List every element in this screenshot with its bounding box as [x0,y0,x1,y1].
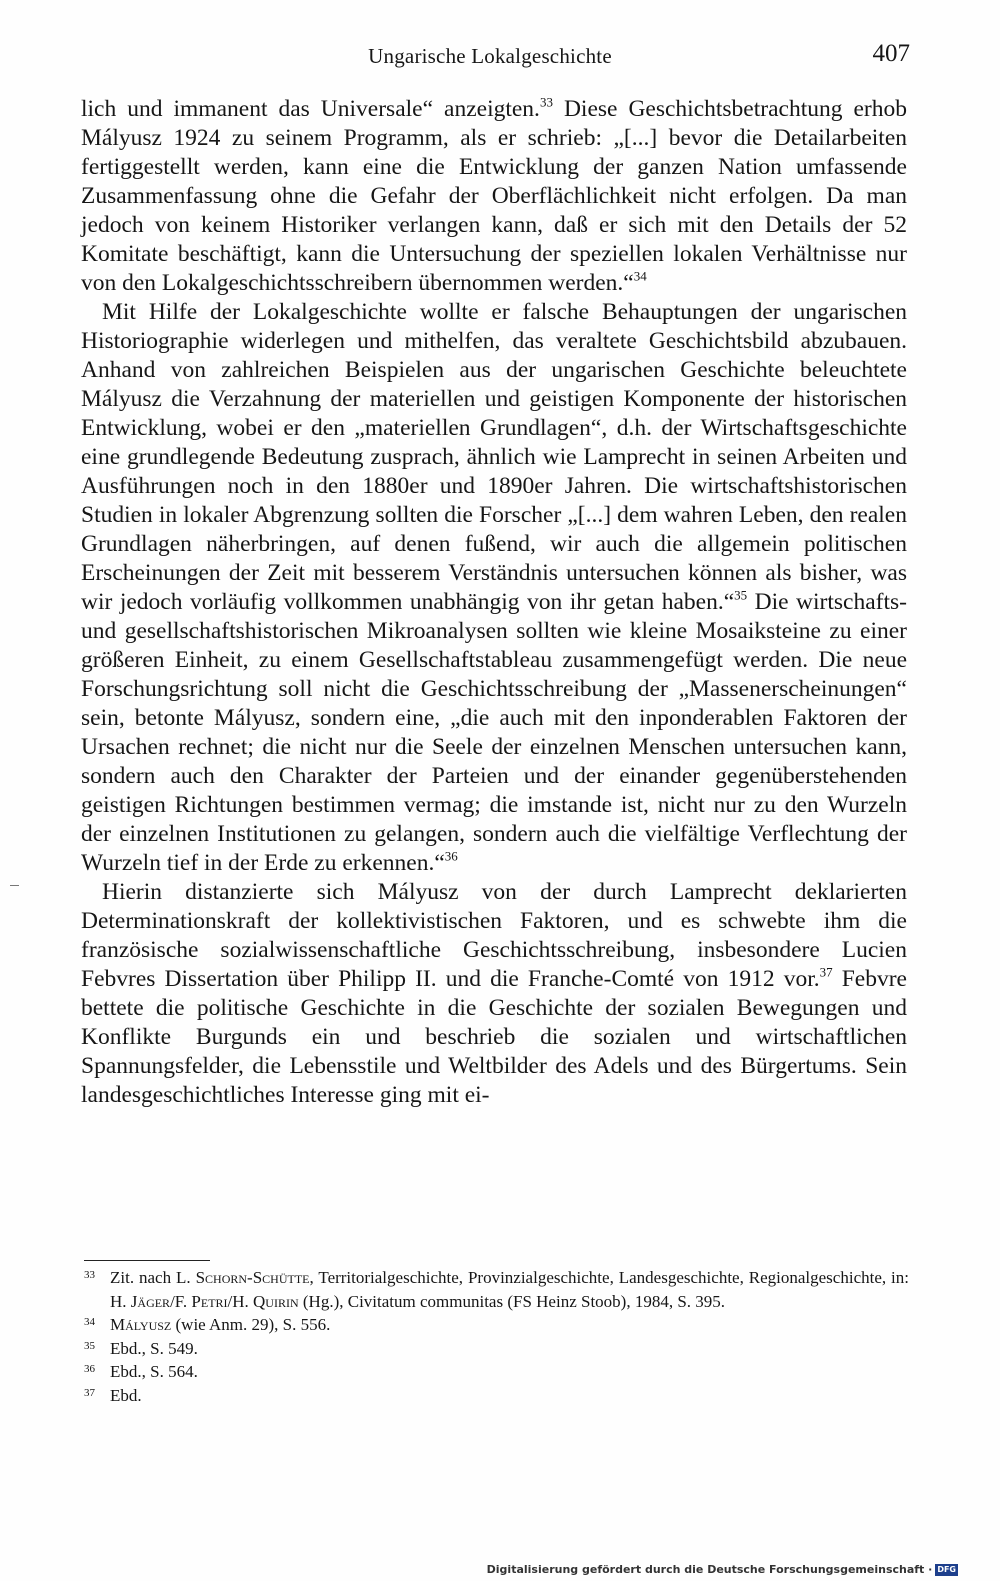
scan-mark [10,885,19,886]
paragraph-2 [81,298,907,878]
footnote-divider [84,1260,210,1261]
footnote-text: (Hg.), Civitatum communitas (FS Heinz Stoob), 1984, S. 395. [298,1291,726,1311]
footnote-33 [84,1266,909,1313]
footnote-text: Zit. nach L. [110,1268,196,1287]
footnote-text: /F. [170,1291,192,1311]
footnote-number: 33 [84,1269,95,1281]
footnote-34 [84,1313,909,1337]
paragraph-3-text: Febvre bettete die politische Geschichte in die Geschichte der sozialen Bewegungen und Konflikte Burgunds ein und beschrieb die sozialen und wirtschaftlichen Spannungsfelder, die Lebensstile und Weltbilder des Adels und des Bürgertums. Sein landesgeschichtliches Interesse ging mit ei- [81,966,907,1108]
footnote-ref-34: 34 [633,268,647,284]
footnotes [84,1266,909,1407]
paragraph-3 [81,878,907,1110]
paragraph-1-text: Diese Geschichtsbetrachtung erhob Mályusz 1924 zu seinem Programm, als er schrieb: „[...] bevor die Detailarbeiten fertiggestellt werden, kann eine die Entwicklung der ganzen Nation umfassende Zusammenfassung ohne die Gefahr der Oberflächlichkeit nicht erfolgen. Da man jedoch von keinem Historiker verlangen kann, daß er sich mit den Details der 52 Komitate beschäftigt, kann die Untersuchung der speziellen lokalen Verhältnisse nur von den Lokalgeschichtsschreibern übernommen werden.“ [81,96,907,296]
footnote-text: /H. [227,1291,254,1311]
paragraph-2-text: Die wirtschafts- und gesellschaftshistorischen Mikroanalysen sollten wie kleine Mosaiksteine zu einer größeren Einheit, zu einem Gesellschaftstableau zusammengefügt werden. Die neue Forschungsrichtung soll nicht die Geschichtsschreibung der „Massenerscheinungen“ sein, betonte Mályusz, sondern eine, „die auch mit den inponderablen Faktoren der Ursachen rechnet; die nicht nur die Seele der einzelnen Menschen untersuchen kann, sondern auch den Charakter der Parteien und der einander gegenüberstehenden geistigen Richtungen bestimmen vermag; die imstande ist, nicht nur zu den Wurzeln der einzelnen Institutionen zu gelangen, sondern auch die vielfältige Verflechtung der Wurzeln tief in der Erde zu erkennen.“ [81,589,907,876]
footnote-ref-36: 36 [444,848,458,864]
footnote-36 [84,1360,909,1384]
body-text [81,95,907,1110]
footnote-author: Schorn-Schütte [195,1268,310,1287]
footnote-ref-37: 37 [819,964,833,980]
footnote-author: Mályusz [110,1315,172,1334]
footnote-author: Jäger [130,1291,171,1311]
footnote-ref-33: 33 [539,94,553,110]
page-number: 407 [872,40,910,67]
paragraph-3-text: Hierin distanzierte sich Mályusz von der durch Lamprecht deklarierten Determinationskraft der kollektivistischen Faktoren, und es schwebte ihm die französische sozialwissenschaftliche Geschichtsschreibung, insbesondere Lucien Febvres Dissertation über Philipp II. und die Franche-Comté von 1912 vor. [81,879,907,992]
footnote-number: 34 [84,1316,95,1328]
paragraph-2-text: Mit Hilfe der Lokalgeschichte wollte er falsche Behauptungen der ungarischen Historiographie widerlegen und mithelfen, das veraltete Geschichtsbild abzubauen. Anhand von zahlreichen Beispielen aus der ungarischen Geschichte beleuchtete Mályusz die Verzahnung der materiellen und geistigen Komponente der historischen Entwicklung, wobei er den „materiellen Grundlagen“, d.h. der Wirtschaftsgeschichte eine grundlegende Bedeutung zusprach, ähnlich wie Lamprecht in seinen Arbeiten und Ausführungen noch in den 1880er und 1890er Jahren. Die wirtschaftshistorischen Studien in lokaler Abgrenzung sollten die Forscher „[...] dem wahren Leben, den realen Grundlagen näherbringen, auf denen fußend, wir auch die allgemein politischen Erscheinungen der Zeit mit besserem Verständnis untersuchen können als bisher, was wir jedoch vorläufig vollkommen unabhängig von ihr getan haben.“ [81,299,907,615]
footnote-ref-35: 35 [734,587,748,603]
dfg-logo-icon: DFG [937,1565,956,1574]
footnote-text: Ebd., S. 549. [110,1338,198,1358]
footnote-text: Ebd. [110,1385,142,1405]
paragraph-1-text: lich und immanent das Universale“ anzeigten. [81,96,540,122]
footnote-number: 36 [84,1363,95,1375]
footnote-text: Ebd., S. 564. [110,1362,198,1381]
paragraph-1 [81,95,907,298]
footnote-author: Petri [191,1291,228,1311]
footnote-35 [84,1337,909,1361]
footnote-37 [84,1384,909,1408]
footnote-text: (wie Anm. 29), S. 556. [171,1315,331,1334]
running-head [0,38,1000,78]
footnote-number: 35 [84,1339,95,1352]
running-title: Ungarische Lokalgeschichte [368,44,612,68]
digitization-credit [487,1563,958,1576]
footnote-number: 37 [84,1386,95,1399]
footnote-author: Quirin [253,1291,299,1311]
credit-text: Digitalisierung gefördert durch die Deutsche Forschungsgemeinschaft · [486,1563,933,1576]
footnote-text: , Territorialgeschichte, Provinzialgeschichte, Landesgeschichte, Regionalgeschichte, in: H. [110,1268,909,1311]
